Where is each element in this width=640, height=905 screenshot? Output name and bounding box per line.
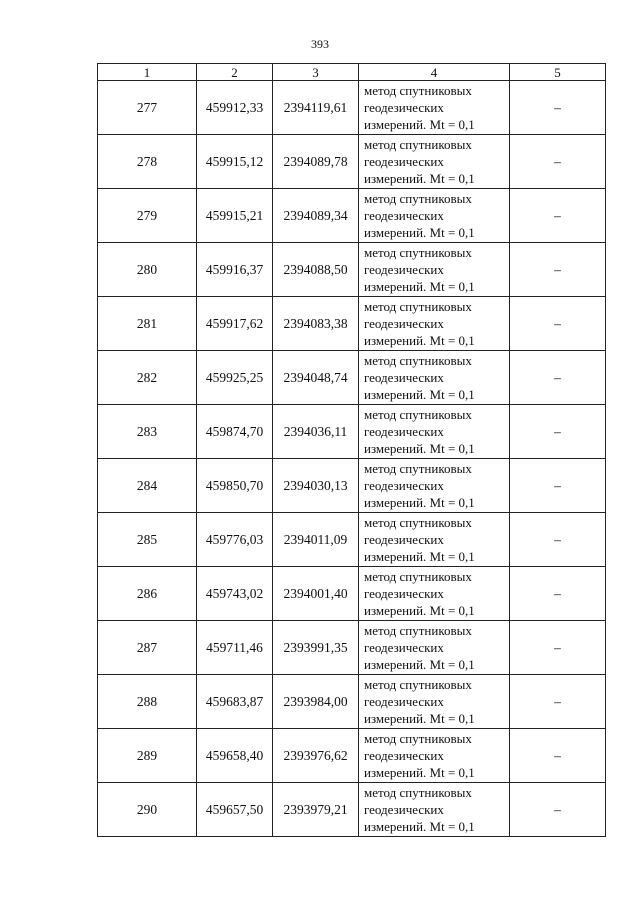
point-number-cell: 287 (98, 621, 197, 675)
table-row (98, 351, 606, 405)
method-line: геодезических (364, 262, 444, 277)
method-line: геодезических (364, 694, 444, 709)
method-line: метод спутниковых (364, 299, 472, 314)
method-line: метод спутниковых (364, 785, 472, 800)
point-number-cell: 281 (98, 297, 197, 351)
x-coordinate-cell: 459743,02 (197, 567, 273, 621)
method-line: метод спутниковых (364, 515, 472, 530)
method-cell (359, 567, 510, 621)
y-coordinate-cell: 2393976,62 (273, 729, 359, 783)
y-coordinate-cell: 2394089,34 (273, 189, 359, 243)
method-cell (359, 351, 510, 405)
y-coordinate-cell: 2394119,61 (273, 81, 359, 135)
method-line: метод спутниковых (364, 569, 472, 584)
header-col-2: 2 (197, 64, 273, 81)
method-cell (359, 81, 510, 135)
note-cell: – (510, 243, 606, 297)
method-line: метод спутниковых (364, 623, 472, 638)
header-col-5: 5 (510, 64, 606, 81)
point-number-cell: 286 (98, 567, 197, 621)
method-cell (359, 729, 510, 783)
table-row (98, 405, 606, 459)
method-line: измерений. Mt = 0,1 (364, 819, 475, 834)
table-row (98, 81, 606, 135)
method-line: измерений. Mt = 0,1 (364, 225, 475, 240)
method-line: геодезических (364, 478, 444, 493)
method-line: метод спутниковых (364, 83, 472, 98)
point-number-cell: 280 (98, 243, 197, 297)
point-number-cell: 289 (98, 729, 197, 783)
note-cell: – (510, 783, 606, 837)
method-line: геодезических (364, 424, 444, 439)
method-cell (359, 675, 510, 729)
method-cell (359, 189, 510, 243)
point-number-cell: 279 (98, 189, 197, 243)
point-number-cell: 288 (98, 675, 197, 729)
method-line: измерений. Mt = 0,1 (364, 171, 475, 186)
header-col-1: 1 (98, 64, 197, 81)
note-cell: – (510, 513, 606, 567)
method-cell (359, 135, 510, 189)
y-coordinate-cell: 2394036,11 (273, 405, 359, 459)
y-coordinate-cell: 2393991,35 (273, 621, 359, 675)
point-number-cell: 277 (98, 81, 197, 135)
method-line: измерений. Mt = 0,1 (364, 117, 475, 132)
y-coordinate-cell: 2394011,09 (273, 513, 359, 567)
method-cell (359, 405, 510, 459)
x-coordinate-cell: 459683,87 (197, 675, 273, 729)
method-line: геодезических (364, 532, 444, 547)
method-line: метод спутниковых (364, 137, 472, 152)
y-coordinate-cell: 2394088,50 (273, 243, 359, 297)
x-coordinate-cell: 459658,40 (197, 729, 273, 783)
point-number-cell: 282 (98, 351, 197, 405)
header-col-4: 4 (359, 64, 510, 81)
method-line: измерений. Mt = 0,1 (364, 333, 475, 348)
method-line: измерений. Mt = 0,1 (364, 387, 475, 402)
method-line: метод спутниковых (364, 731, 472, 746)
y-coordinate-cell: 2394030,13 (273, 459, 359, 513)
x-coordinate-cell: 459657,50 (197, 783, 273, 837)
y-coordinate-cell: 2394048,74 (273, 351, 359, 405)
method-line: измерений. Mt = 0,1 (364, 279, 475, 294)
point-number-cell: 285 (98, 513, 197, 567)
x-coordinate-cell: 459874,70 (197, 405, 273, 459)
table-row (98, 243, 606, 297)
table-row (98, 459, 606, 513)
x-coordinate-cell: 459711,46 (197, 621, 273, 675)
note-cell: – (510, 297, 606, 351)
table-row (98, 783, 606, 837)
method-line: измерений. Mt = 0,1 (364, 765, 475, 780)
table-row (98, 675, 606, 729)
method-line: геодезических (364, 100, 444, 115)
method-line: измерений. Mt = 0,1 (364, 657, 475, 672)
method-line: геодезических (364, 370, 444, 385)
table-row (98, 513, 606, 567)
method-cell (359, 513, 510, 567)
y-coordinate-cell: 2394089,78 (273, 135, 359, 189)
table-row (98, 189, 606, 243)
method-cell (359, 783, 510, 837)
method-line: измерений. Mt = 0,1 (364, 495, 475, 510)
method-line: геодезических (364, 586, 444, 601)
y-coordinate-cell: 2393979,21 (273, 783, 359, 837)
method-line: метод спутниковых (364, 353, 472, 368)
y-coordinate-cell: 2393984,00 (273, 675, 359, 729)
point-number-cell: 283 (98, 405, 197, 459)
coordinates-table (97, 63, 606, 837)
note-cell: – (510, 567, 606, 621)
method-line: геодезических (364, 154, 444, 169)
x-coordinate-cell: 459915,12 (197, 135, 273, 189)
point-number-cell: 290 (98, 783, 197, 837)
note-cell: – (510, 459, 606, 513)
note-cell: – (510, 729, 606, 783)
method-line: метод спутниковых (364, 245, 472, 260)
method-line: геодезических (364, 802, 444, 817)
table-row (98, 135, 606, 189)
method-line: геодезических (364, 640, 444, 655)
method-line: метод спутниковых (364, 191, 472, 206)
table-row (98, 297, 606, 351)
x-coordinate-cell: 459916,37 (197, 243, 273, 297)
note-cell: – (510, 189, 606, 243)
table-row (98, 567, 606, 621)
page-number: 393 (311, 37, 329, 51)
x-coordinate-cell: 459912,33 (197, 81, 273, 135)
header-row (98, 64, 606, 81)
note-cell: – (510, 621, 606, 675)
x-coordinate-cell: 459917,62 (197, 297, 273, 351)
table-row (98, 729, 606, 783)
y-coordinate-cell: 2394001,40 (273, 567, 359, 621)
x-coordinate-cell: 459776,03 (197, 513, 273, 567)
method-line: измерений. Mt = 0,1 (364, 711, 475, 726)
point-number-cell: 284 (98, 459, 197, 513)
method-line: геодезических (364, 208, 444, 223)
x-coordinate-cell: 459915,21 (197, 189, 273, 243)
method-line: измерений. Mt = 0,1 (364, 549, 475, 564)
method-line: измерений. Mt = 0,1 (364, 603, 475, 618)
point-number-cell: 278 (98, 135, 197, 189)
method-cell (359, 621, 510, 675)
y-coordinate-cell: 2394083,38 (273, 297, 359, 351)
note-cell: – (510, 81, 606, 135)
method-cell (359, 243, 510, 297)
method-line: метод спутниковых (364, 677, 472, 692)
header-col-3: 3 (273, 64, 359, 81)
x-coordinate-cell: 459850,70 (197, 459, 273, 513)
table-row (98, 621, 606, 675)
method-line: измерений. Mt = 0,1 (364, 441, 475, 456)
note-cell: – (510, 135, 606, 189)
table-header (98, 64, 606, 81)
note-cell: – (510, 351, 606, 405)
note-cell: – (510, 405, 606, 459)
method-line: метод спутниковых (364, 407, 472, 422)
method-cell (359, 297, 510, 351)
note-cell: – (510, 675, 606, 729)
method-line: геодезических (364, 316, 444, 331)
x-coordinate-cell: 459925,25 (197, 351, 273, 405)
table-body (98, 81, 606, 837)
method-cell (359, 459, 510, 513)
method-line: метод спутниковых (364, 461, 472, 476)
method-line: геодезических (364, 748, 444, 763)
